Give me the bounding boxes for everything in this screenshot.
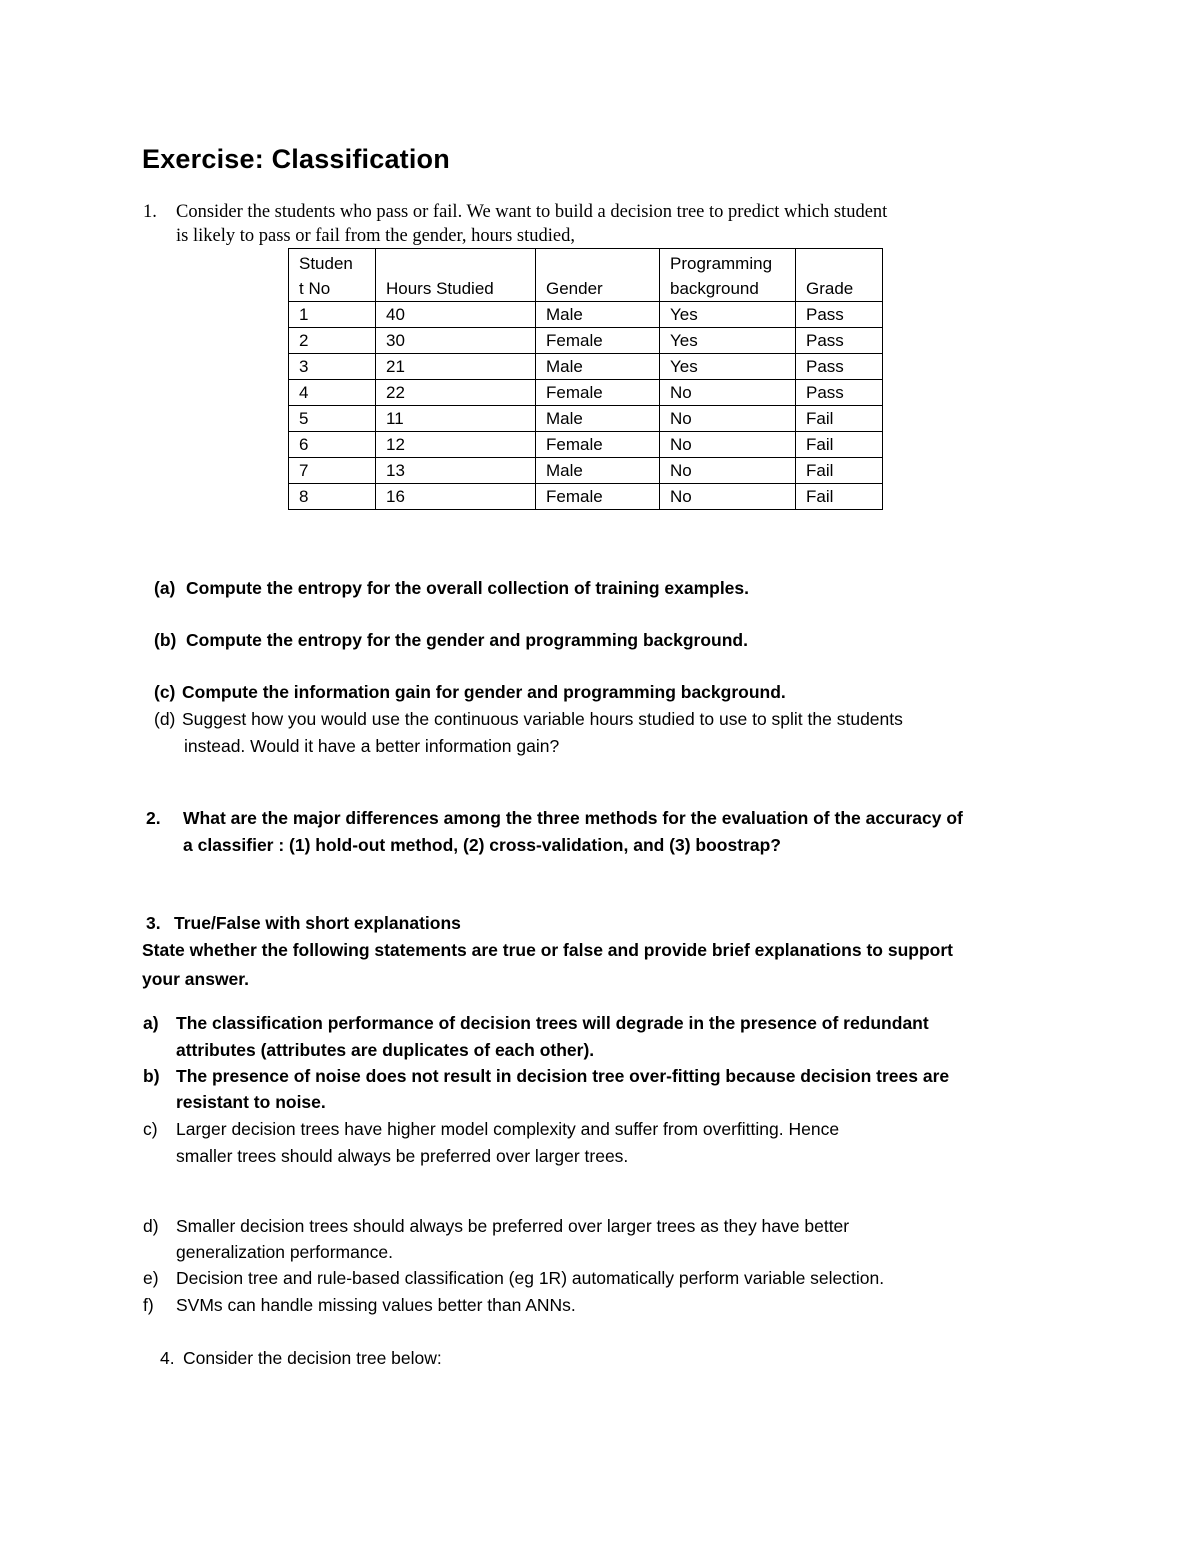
q1-part-a-label: (a) xyxy=(154,578,176,598)
cell-programming: Yes xyxy=(660,302,796,328)
cell-student-no: 4 xyxy=(289,380,376,406)
q3-item-d-text-line2: generalization performance. xyxy=(176,1242,393,1262)
table-row xyxy=(289,380,883,406)
q3-item-d-text-line1: Smaller decision trees should always be preferred over larger trees as they have better xyxy=(176,1216,850,1236)
header-programming-background: Programming background xyxy=(660,249,796,302)
q4-text: Consider the decision tree below: xyxy=(183,1348,442,1368)
table-row xyxy=(289,354,883,380)
q1-part-b-label: (b) xyxy=(154,630,177,650)
cell-programming: No xyxy=(660,406,796,432)
cell-programming: Yes xyxy=(660,328,796,354)
cell-student-no: 1 xyxy=(289,302,376,328)
q2-number: 2. xyxy=(146,808,161,828)
cell-hours: 21 xyxy=(376,354,536,380)
header-student-no: Studen t No xyxy=(289,249,376,302)
cell-student-no: 8 xyxy=(289,484,376,510)
cell-programming: No xyxy=(660,458,796,484)
q3-number: 3. xyxy=(146,913,161,933)
cell-hours: 11 xyxy=(376,406,536,432)
q1-part-d-label: (d) xyxy=(154,709,176,729)
q3-item-a-text-line1: The classification performance of decision trees will degrade in the presence of redundant xyxy=(176,1013,929,1033)
cell-hours: 30 xyxy=(376,328,536,354)
q1-part-d-text-line1: Suggest how you would use the continuous variable hours studied to use to split the students xyxy=(182,709,903,729)
q3-item-b-label: b) xyxy=(143,1066,160,1086)
cell-gender: Male xyxy=(536,354,660,380)
cell-gender: Female xyxy=(536,380,660,406)
table-row xyxy=(289,458,883,484)
student-table xyxy=(288,248,883,510)
q3-item-d-label: d) xyxy=(143,1216,159,1236)
q2-text-line1: What are the major differences among the three methods for the evaluation of the accuracy of xyxy=(183,808,963,828)
cell-gender: Male xyxy=(536,302,660,328)
q1-part-d-text-line2: instead. Would it have a better information gain? xyxy=(184,736,560,756)
q1-part-c-text: Compute the information gain for gender and programming background. xyxy=(182,682,786,702)
cell-grade: Pass xyxy=(796,302,883,328)
cell-programming: No xyxy=(660,484,796,510)
q3-item-c-label: c) xyxy=(143,1119,158,1139)
table-row xyxy=(289,406,883,432)
q1-part-b-text: Compute the entropy for the gender and programming background. xyxy=(186,630,748,650)
cell-programming: Yes xyxy=(660,354,796,380)
q3-heading: True/False with short explanations xyxy=(174,913,461,933)
q1-number: 1. xyxy=(143,202,157,222)
q1-text-line1: Consider the students who pass or fail. We want to build a decision tree to predict which student xyxy=(176,202,888,222)
cell-hours: 13 xyxy=(376,458,536,484)
table-row xyxy=(289,484,883,510)
table-header-row xyxy=(289,249,883,302)
cell-hours: 22 xyxy=(376,380,536,406)
cell-grade: Pass xyxy=(796,354,883,380)
cell-student-no: 5 xyxy=(289,406,376,432)
cell-grade: Fail xyxy=(796,484,883,510)
table-row xyxy=(289,328,883,354)
cell-gender: Male xyxy=(536,458,660,484)
cell-student-no: 3 xyxy=(289,354,376,380)
cell-student-no: 6 xyxy=(289,432,376,458)
cell-grade: Fail xyxy=(796,406,883,432)
q3-intro-line2: your answer. xyxy=(142,969,249,989)
q2-text-line2: a classifier : (1) hold-out method, (2) cross-validation, and (3) boostrap? xyxy=(183,835,781,855)
cell-hours: 16 xyxy=(376,484,536,510)
page-title: Exercise: Classification xyxy=(142,144,450,174)
q3-item-b-text-line2: resistant to noise. xyxy=(176,1092,326,1112)
cell-grade: Pass xyxy=(796,328,883,354)
q3-item-f-text: SVMs can handle missing values better than ANNs. xyxy=(176,1295,576,1315)
q3-item-e-text: Decision tree and rule-based classification (eg 1R) automatically perform variable selection. xyxy=(176,1268,885,1288)
cell-gender: Female xyxy=(536,328,660,354)
q3-item-e-label: e) xyxy=(143,1268,159,1288)
cell-hours: 40 xyxy=(376,302,536,328)
q3-intro-line1: State whether the following statements are true or false and provide brief explanations to support xyxy=(142,940,953,960)
cell-hours: 12 xyxy=(376,432,536,458)
table-row xyxy=(289,432,883,458)
cell-grade: Pass xyxy=(796,380,883,406)
q3-item-f-label: f) xyxy=(143,1295,154,1315)
cell-grade: Fail xyxy=(796,432,883,458)
header-gender: Gender xyxy=(536,249,660,302)
q1-text-line2: is likely to pass or fail from the gender, hours studied, xyxy=(176,226,575,246)
table-row xyxy=(289,302,883,328)
header-hours-studied: Hours Studied xyxy=(376,249,536,302)
q3-item-c-text-line2: smaller trees should always be preferred over larger trees. xyxy=(176,1146,629,1166)
cell-programming: No xyxy=(660,432,796,458)
q1-part-a-text: Compute the entropy for the overall collection of training examples. xyxy=(186,578,750,598)
cell-gender: Female xyxy=(536,484,660,510)
q4-number: 4. xyxy=(160,1348,175,1368)
q3-item-a-text-line2: attributes (attributes are duplicates of each other). xyxy=(176,1040,595,1060)
q3-item-c-text-line1: Larger decision trees have higher model complexity and suffer from overfitting. Hence xyxy=(176,1119,840,1139)
header-grade: Grade xyxy=(796,249,883,302)
cell-gender: Female xyxy=(536,432,660,458)
q3-item-a-label: a) xyxy=(143,1013,159,1033)
cell-student-no: 2 xyxy=(289,328,376,354)
cell-gender: Male xyxy=(536,406,660,432)
q1-part-c-label: (c) xyxy=(154,682,176,702)
cell-grade: Fail xyxy=(796,458,883,484)
q3-item-b-text-line1: The presence of noise does not result in decision tree over-fitting because decision trees are xyxy=(176,1066,950,1086)
cell-student-no: 7 xyxy=(289,458,376,484)
cell-programming: No xyxy=(660,380,796,406)
